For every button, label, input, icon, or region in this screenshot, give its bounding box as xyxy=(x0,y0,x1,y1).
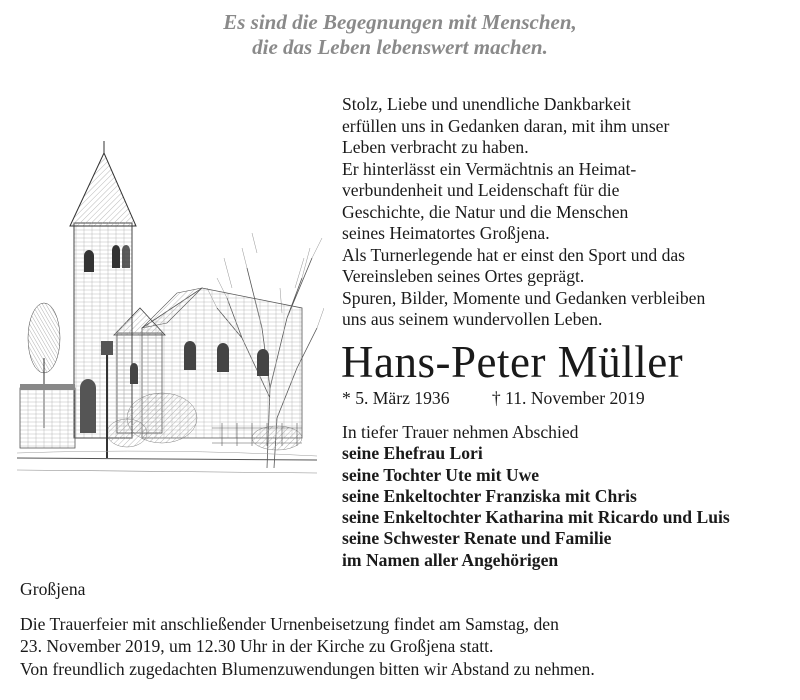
motto-quote xyxy=(0,10,800,60)
tribute-line: Leben verbracht zu haben. xyxy=(342,137,529,157)
deceased-name: Hans-Peter Müller xyxy=(341,337,684,387)
funeral-notice xyxy=(20,614,780,681)
mourner-entry: seine Enkeltochter Katharina mit Ricardo und Luis xyxy=(342,507,730,528)
tribute-line: Geschichte, die Natur und die Menschen xyxy=(342,201,629,222)
mourners-block xyxy=(342,422,730,571)
mourners-intro: In tiefer Trauer nehmen Abschied xyxy=(342,422,579,442)
tribute-line: Stolz, Liebe und unendliche Dankbarkeit xyxy=(342,94,631,114)
place-name: Großjena xyxy=(20,579,86,599)
tribute-line: Er hinterlässt ein Vermächtnis an Heimat- xyxy=(342,158,637,179)
flowers-note: Von freundlich zugedachten Blumenzuwendungen bitten wir Abstand zu nehmen. xyxy=(20,659,595,679)
church-drawing xyxy=(12,138,324,488)
funeral-line-2: 23. November 2019, um 12.30 Uhr in der Kirche zu Großjena statt. xyxy=(20,635,494,656)
death-date: † 11. November 2019 xyxy=(491,388,645,408)
mourner-entry: seine Enkeltochter Franziska mit Chris xyxy=(342,485,637,506)
tribute-line: verbundenheit und Leidenschaft für die xyxy=(342,180,620,200)
funeral-line-1: Die Trauerfeier mit anschließender Urnenbeisetzung findet am Samstag, den xyxy=(20,614,559,634)
tribute-line: Spuren, Bilder, Momente und Gedanken verbleiben xyxy=(342,287,706,308)
tribute-line: seines Heimatortes Großjena. xyxy=(342,223,550,243)
birth-date: * 5. März 1936 xyxy=(342,388,450,408)
mourner-entry: seine Ehefrau Lori xyxy=(342,443,483,464)
mourner-entry: seine Tochter Ute mit Uwe xyxy=(342,464,540,485)
tribute-line: Als Turnerlegende hat er einst den Sport und das xyxy=(342,244,686,265)
tribute-line: uns aus seinem wundervollen Leben. xyxy=(342,309,603,329)
tribute-text xyxy=(342,94,782,331)
tribute-line: Vereinsleben seines Ortes geprägt. xyxy=(342,266,585,286)
mourner-entry: im Namen aller Angehörigen xyxy=(342,549,559,570)
life-dates xyxy=(342,388,645,409)
motto-line-1: Es sind die Begegnungen mit Menschen, xyxy=(223,10,577,34)
mourner-entry: seine Schwester Renate und Familie xyxy=(342,528,612,549)
motto-line-2: die das Leben lebenswert machen. xyxy=(252,35,548,59)
tribute-line: erfüllen uns in Gedanken daran, mit ihm unser xyxy=(342,115,670,136)
